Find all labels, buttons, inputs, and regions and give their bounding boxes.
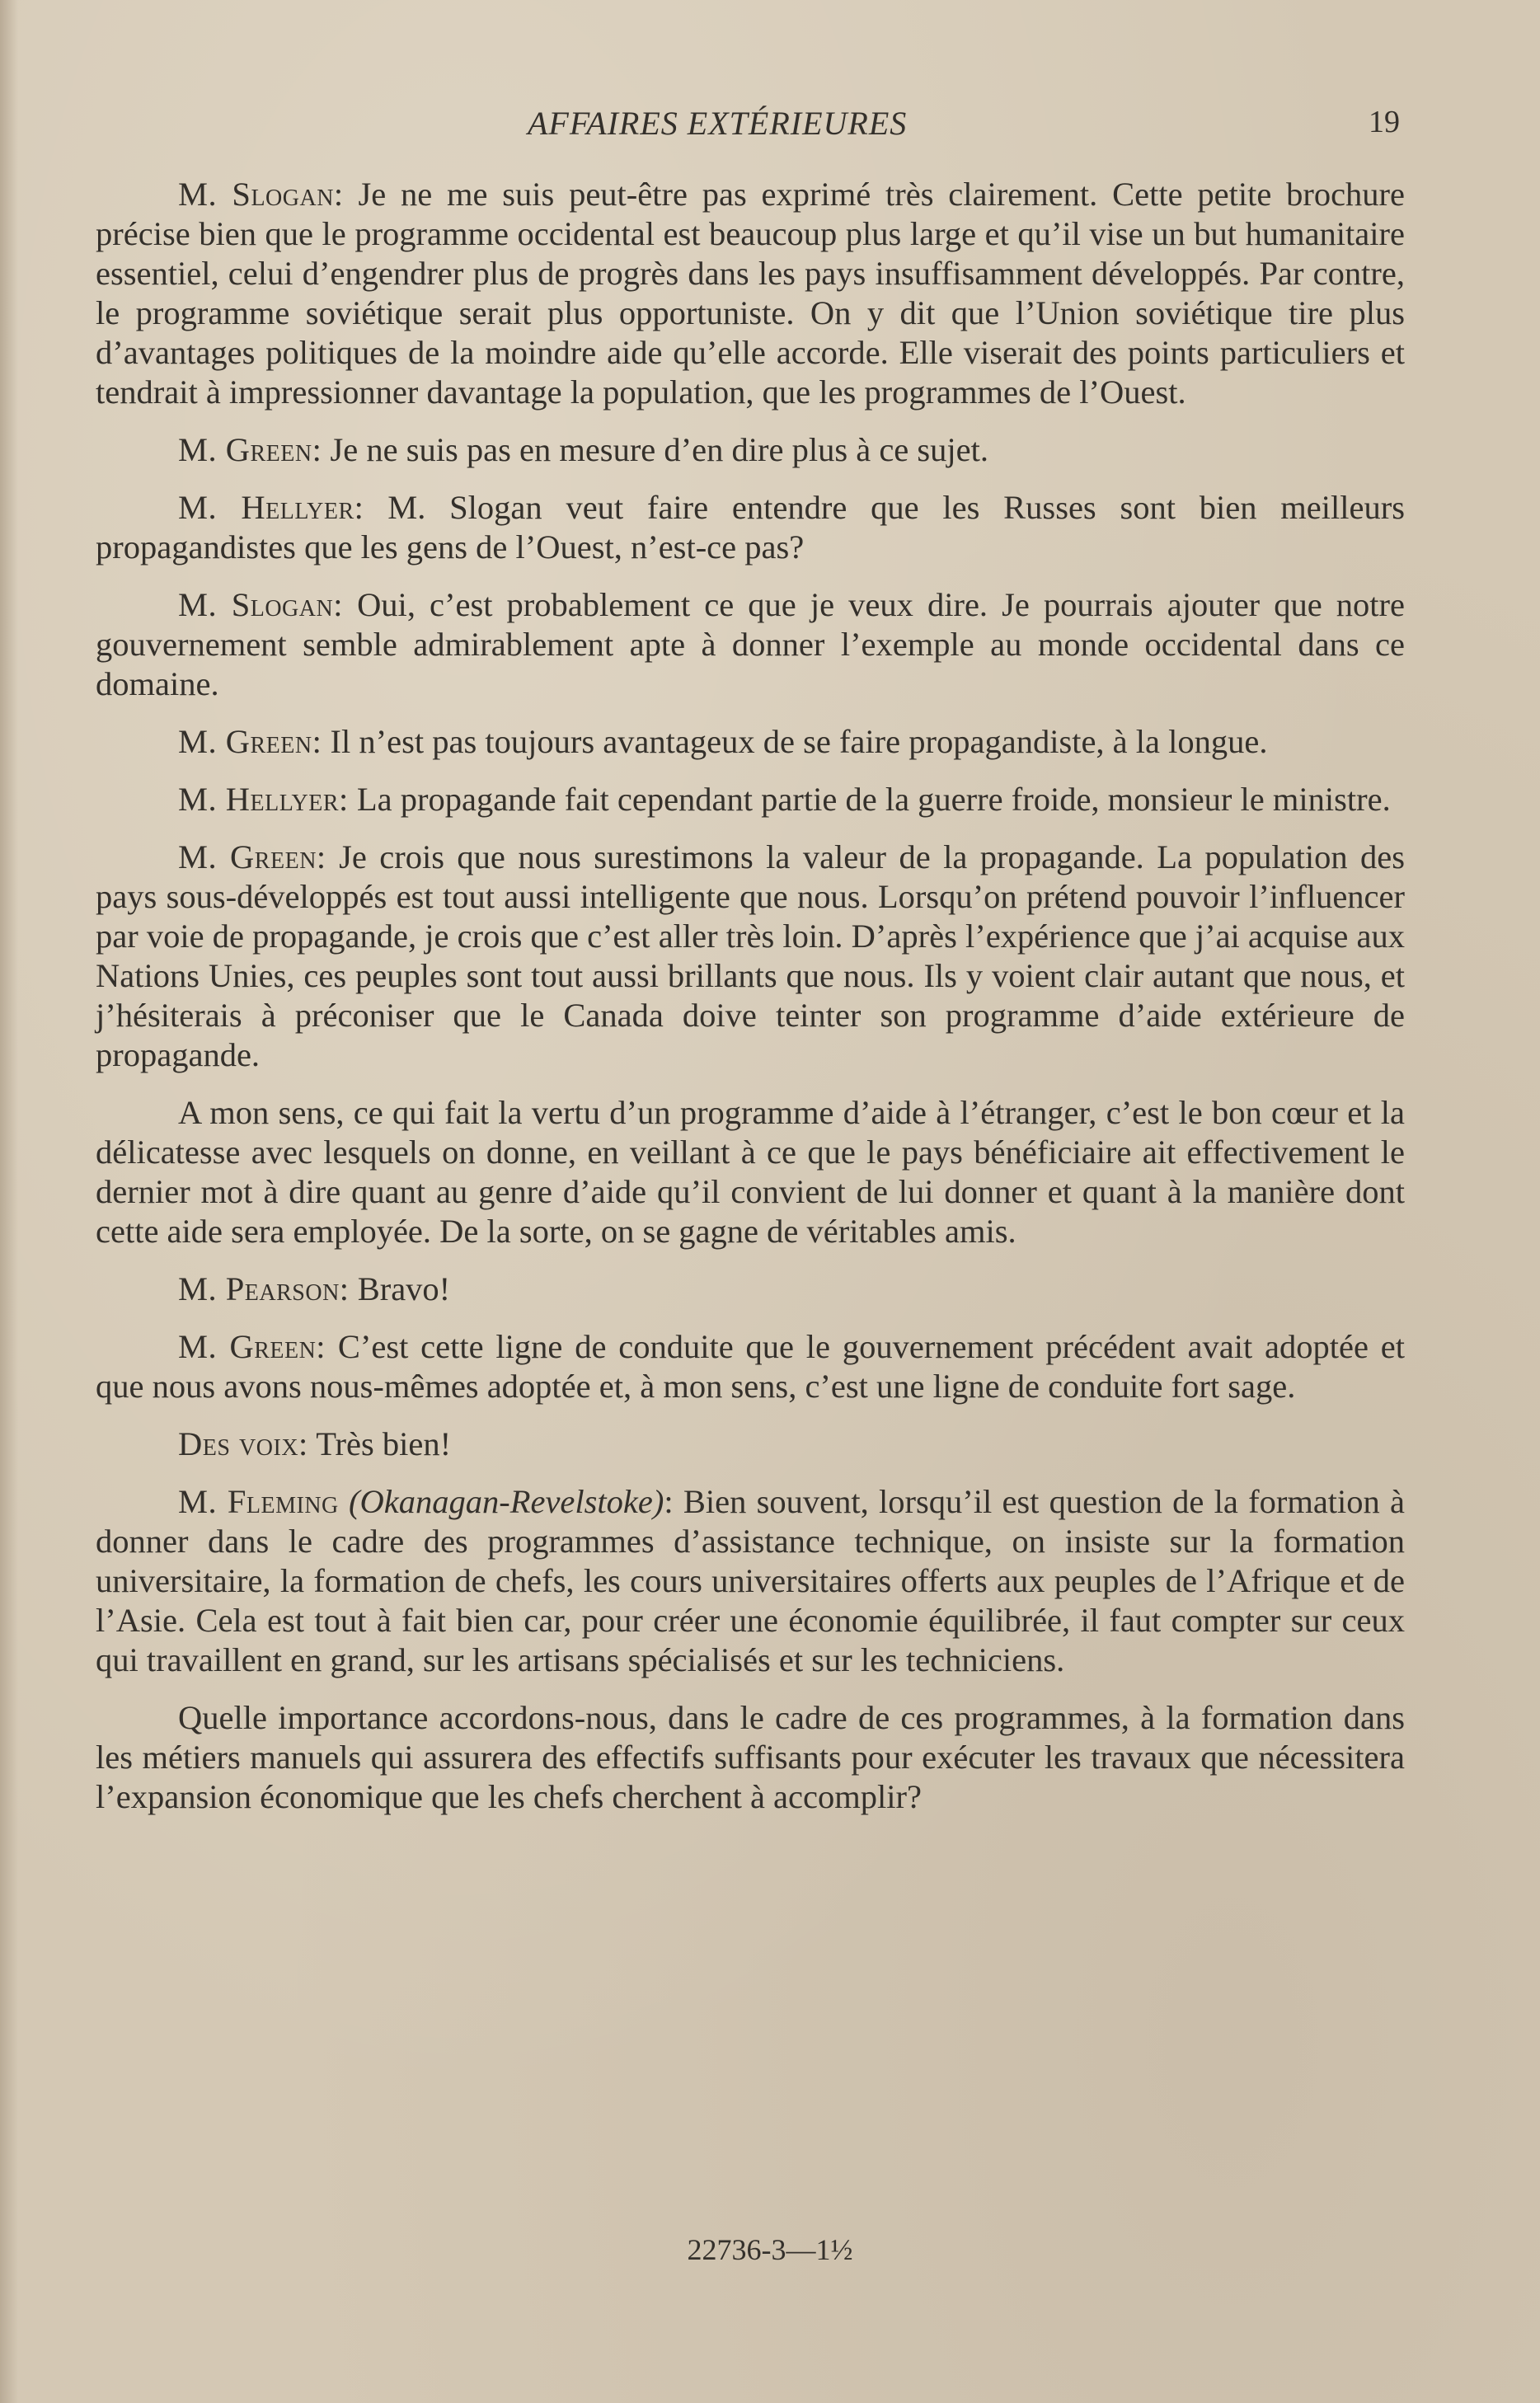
page-number: 19 xyxy=(1369,105,1400,139)
speaker-colon: : xyxy=(664,1483,674,1520)
paragraph-text: Bravo! xyxy=(357,1270,451,1307)
speaker-name: M. Green: xyxy=(178,431,322,468)
speaker-name: M. Pearson: xyxy=(178,1270,350,1307)
speaker-name: M. Green: xyxy=(178,838,326,875)
paragraph-hellyer-2 xyxy=(96,780,1405,819)
paragraph-voices xyxy=(96,1424,1405,1464)
paragraph-green-2 xyxy=(96,722,1405,762)
speaker-name: M. Hellyer: xyxy=(178,489,364,526)
speaker-name: M. Green: xyxy=(178,1328,326,1365)
printing-code: 22736-3—1½ xyxy=(687,2233,853,2266)
paragraph-text: A mon sens, ce qui fait la vertu d’un programme d’aide à l’étranger, c’est le bon cœur et la délicatesse avec lesquels on donne, en veillant à ce que le pays bénéficiaire ait effectivement le dernier mot à dire quant au genre d’aide qu’il convient de lui donner et quant à la manière dont cette aide sera employée. De la sorte, on se gagne de véritables amis. xyxy=(96,1094,1405,1250)
speaker-name: M. Slogan: xyxy=(178,586,343,623)
paragraph-text: Oui, c’est probablement ce que je veux dire. Je pourrais ajouter que notre gouvernement semble admirablement apte à donner l’exemple au monde occidental dans ce domaine. xyxy=(96,586,1405,702)
paragraph-green-3-continued xyxy=(96,1093,1405,1251)
paragraph-text: Je crois que nous surestimons la valeur de la propagande. La population des pays sous-développés est tout aussi intelligente que nous. Lorsqu’on prétend pouvoir l’influencer par voie de propagande, je crois que c’est aller très loin. D’après l’expérience que j’ai acquise aux Nations Unies, ces peuples sont tout aussi brillants que nous. Ils y voient clair autant que nous, et j’hésiterais à préconiser que le Canada doive teinter son programme d’aide extérieure de propagande. xyxy=(96,838,1405,1073)
paragraph-green-4 xyxy=(96,1327,1405,1406)
paragraph-fleming-continued xyxy=(96,1698,1405,1817)
page-header xyxy=(0,99,1540,148)
paragraph-text: M. Slogan veut faire entendre que les Russes sont bien meilleurs propagandistes que les gens de l’Ouest, n’est-ce pas? xyxy=(96,489,1405,566)
running-title: AFFAIRES EXTÉRIEURES xyxy=(528,105,908,142)
speaker-riding: (Okanagan-Revelstoke) xyxy=(349,1483,664,1520)
page-edge-shadow xyxy=(0,0,18,2403)
paragraph-green-1 xyxy=(96,430,1405,470)
speaker-name: Des voix: xyxy=(178,1425,308,1462)
paragraph-text: Je ne suis pas en mesure d’en dire plus à ce sujet. xyxy=(330,431,989,468)
paragraph-text: Je ne me suis peut-être pas exprimé très clairement. Cette petite brochure précise bien que le programme occidental est beaucoup plus large et qu’il vise un but humanitaire essentiel, celui d’engendrer plus de progrès dans les pays insuffisamment développés. Par contre, le programme soviétique serait plus opportuniste. On y dit que l’Union soviétique tire plus d’avantages politiques de la moindre aide qu’elle accorde. Elle viserait des points particuliers et tendrait à impressionner davantage la population, que les programmes de l’Ouest. xyxy=(96,176,1406,411)
paragraph-text: Il n’est pas toujours avantageux de se faire propagandiste, à la longue. xyxy=(330,723,1268,760)
speaker-name: M. Hellyer: xyxy=(178,781,349,818)
speaker-name: M. Fleming xyxy=(178,1483,339,1520)
paragraph-hellyer-1 xyxy=(96,488,1405,567)
paragraph-slogan-2 xyxy=(96,585,1405,704)
paragraph-text: La propagande fait cependant partie de la guerre froide, monsieur le ministre. xyxy=(356,781,1391,818)
paragraph-fleming xyxy=(96,1482,1405,1680)
speaker-name: M. Green: xyxy=(178,723,322,760)
paragraph-green-3 xyxy=(96,838,1405,1075)
paragraph-text: Bien souvent, lorsqu’il est question de la formation à donner dans le cadre des programmes d’assistance technique, on insiste sur la formation universitaire, la formation de chefs, les cours universitaires offerts aux peuples de l’Afrique et de l’Asie. Cela est tout à fait bien car, pour créer une économie équilibrée, il faut compter sur ceux qui travaillent en grand, sur les artisans spécialisés et sur les techniciens. xyxy=(96,1483,1406,1678)
paragraph-text: Très bien! xyxy=(316,1425,452,1462)
transcript-body xyxy=(96,175,1405,1835)
speaker-name: M. Slogan: xyxy=(178,176,344,213)
paragraph-pearson xyxy=(96,1270,1405,1309)
paragraph-text: C’est cette ligne de conduite que le gouvernement précédent avait adoptée et que nous avons nous-mêmes adoptée et, à mon sens, c’est une ligne de conduite fort sage. xyxy=(96,1328,1405,1405)
paragraph-text: Quelle importance accordons-nous, dans le cadre de ces programmes, à la formation dans les métiers manuels qui assurera des effectifs suffisants pour exécuter les travaux que nécessitera l’expansion économique que les chefs cherchent à accomplir? xyxy=(96,1699,1405,1815)
paragraph-slogan-1 xyxy=(96,175,1405,412)
